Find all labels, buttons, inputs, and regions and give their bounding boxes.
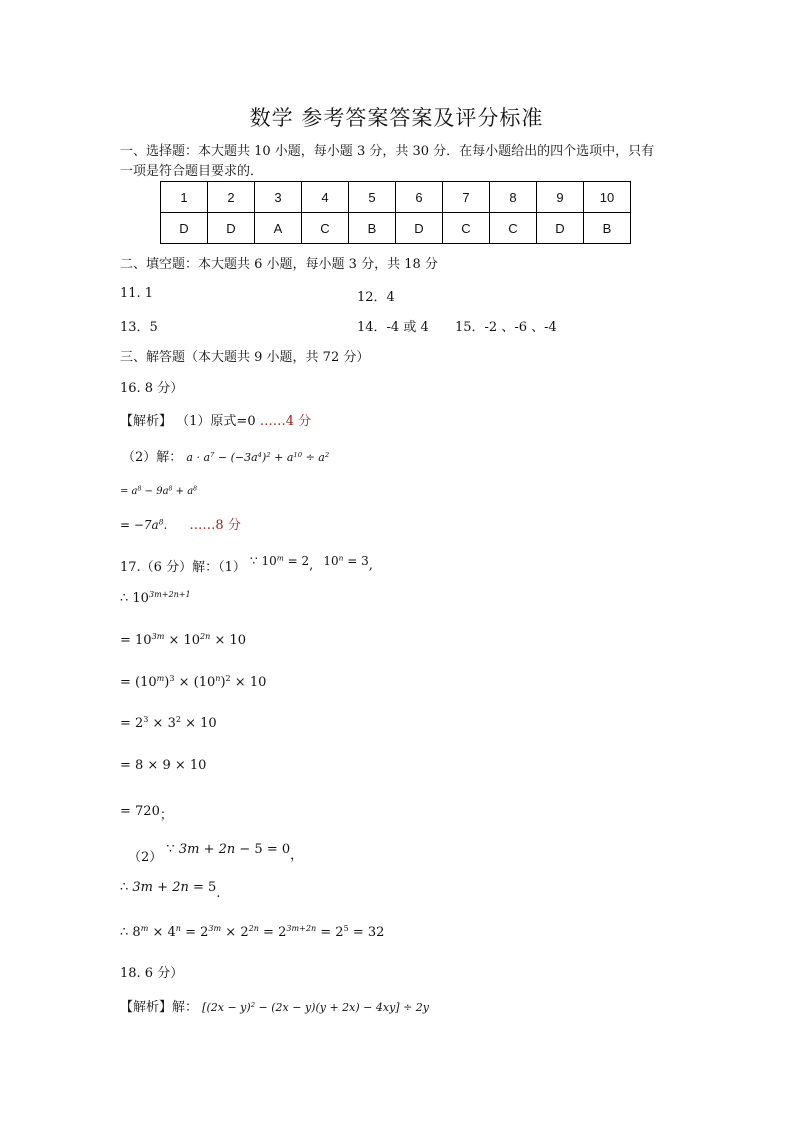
math-expression: = 8 × 9 × 10 (120, 758, 207, 773)
q17-part2-label: （2） (128, 850, 163, 865)
math-expression: = $a^8 - 9a^8 + a^8$ (120, 485, 198, 497)
q18-solve: 解： (172, 1000, 199, 1015)
answer-cell: D (208, 213, 255, 244)
math-expression: ∴ $10^{3m+2n+1}$ (120, 590, 191, 606)
q17-result: = 720 (120, 804, 160, 819)
question-number-cell: 6 (396, 182, 443, 213)
q18-analysis-line (120, 996, 429, 1015)
answer-cell: B (349, 213, 396, 244)
question-17-label: 17.（6 分）解：（1） (120, 560, 246, 575)
q16-part1: （1）原式=0 (176, 414, 256, 429)
answer-cell: D (537, 213, 584, 244)
q17-intro-line: 17.（6 分）解：（1） ∵ $10^m = 2$, $10^n = 3$, (120, 553, 373, 575)
question-number-cell: 2 (208, 182, 255, 213)
math-expression: = $2^3 \times 3^2 \times 10$ (120, 715, 217, 731)
page-title: 数学 参考答案答案及评分标准 (249, 106, 544, 130)
question-number-cell: 10 (584, 182, 631, 213)
question-number-cell: 5 (349, 182, 396, 213)
q16-part2-label: （2）解： (122, 450, 183, 465)
math-expression: ∴ $8^m \times 4^n = 2^{3m} \times 2^{2n} = 2^{3m+2n} = 2^5 = 32$ (120, 924, 385, 940)
q17-part2-step-2 (120, 925, 384, 940)
q16-step-1 (120, 486, 197, 497)
q16-part1-line (120, 410, 311, 429)
answer-14: 14．-4 或 4 (357, 320, 429, 335)
section1-heading-cont: 一项是符合题目要求的． (120, 164, 264, 179)
score-dots: …… (189, 518, 216, 533)
question-number-cell: 9 (537, 182, 584, 213)
q17-step-3 (120, 675, 266, 690)
section3-heading: 三、解答题（本大题共 9 小题，共 72 分） (120, 350, 370, 365)
answer-cell: C (490, 213, 537, 244)
math-expression: $10^n = 3$ (323, 553, 369, 568)
answer-table-answer-row (161, 213, 631, 244)
answer-12: 12．4 (357, 290, 395, 305)
answer-cell: C (302, 213, 349, 244)
question-number-cell: 3 (255, 182, 302, 213)
question-16-label: 16. 8 分） (120, 381, 184, 396)
answer-cell: C (443, 213, 490, 244)
math-expression: ∴ 3m + 2n = 5 (120, 880, 217, 895)
question-number-cell: 4 (302, 182, 349, 213)
score-mark: 4 分 (285, 414, 312, 429)
answer-cell: A (255, 213, 302, 244)
math-expression: ∵ $10^m = 2$ (250, 553, 310, 568)
math-expression: $[(2x - y)^2 - (2x - y)(y + 2x) - 4xy] \div 2y$ (202, 1000, 430, 1014)
q17-step-5 (120, 758, 206, 773)
question-18-label: 18. 6 分） (120, 966, 184, 981)
score-dots: …… (259, 414, 286, 429)
analysis-tag: 【解析】 (120, 414, 173, 429)
section2-heading: 二、填空题：本大题共 6 小题，每小题 3 分，共 18 分 (120, 257, 438, 272)
q17-step-1 (120, 591, 191, 606)
q16-part2-line (122, 446, 329, 465)
answer-table (160, 181, 631, 244)
analysis-tag: 【解析】 (120, 1000, 173, 1015)
answer-table-number-row (161, 182, 631, 213)
answer-15: 15．-2 、-6 、-4 (455, 320, 557, 335)
q17-step-6: = 720； (120, 804, 173, 823)
q17-step-4 (120, 716, 217, 731)
answer-cell: D (161, 213, 208, 244)
math-expression: ∵ 3m + 2n − 5 = 0 (166, 842, 291, 857)
math-expression: = $-7a^8$. (120, 517, 168, 532)
answer-cell: D (396, 213, 443, 244)
score-mark: 8 分 (215, 518, 241, 533)
answer-11: 11. 1 (120, 286, 154, 301)
section1-heading: 一、选择题：本大题共 10 小题，每小题 3 分，共 30 分．在每小题给出的四个选项中，只有 (120, 144, 655, 159)
math-expression: = $(10^m)^3 \times (10^n)^2 \times 10$ (120, 674, 267, 690)
q17-part2-step-1: ∴ 3m + 2n = 5. (120, 880, 221, 901)
question-number-cell: 7 (443, 182, 490, 213)
question-number-cell: 1 (161, 182, 208, 213)
q17-part2-line: （2） ∵ 3m + 2n − 5 = 0， (128, 842, 304, 865)
q16-step-2 (120, 514, 241, 533)
answer-13: 13．5 (120, 320, 158, 335)
math-expression: $a \cdot a^7 - (-3a^4)^2 + a^{10} \div a^2$ (186, 450, 330, 464)
question-number-cell: 8 (490, 182, 537, 213)
q17-step-2 (120, 633, 246, 648)
answer-cell: B (584, 213, 631, 244)
math-expression: = $10^{3m} \times 10^{2n} \times 10$ (120, 632, 247, 648)
